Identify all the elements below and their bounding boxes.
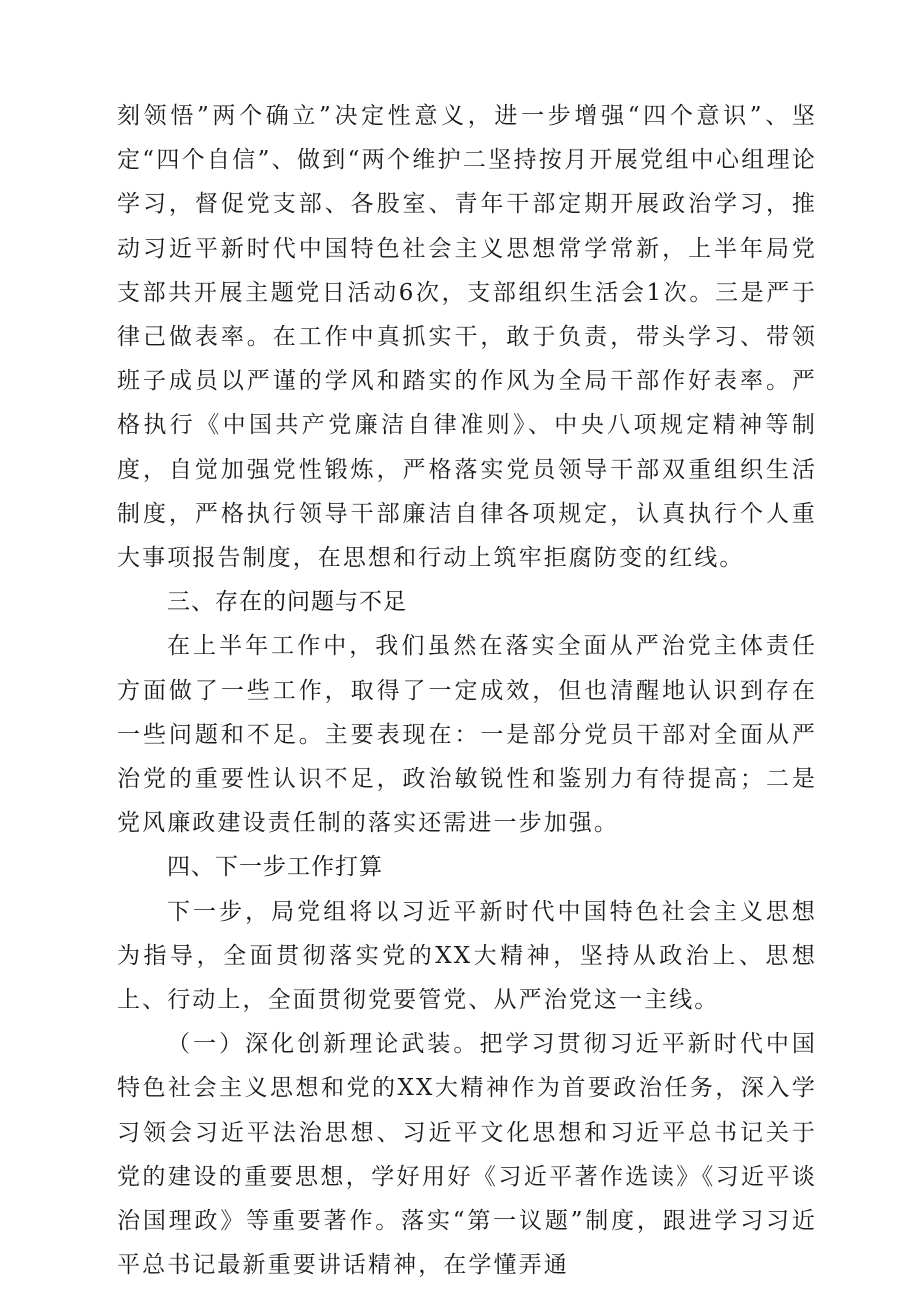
paragraph-next-steps-intro: 下一步，局党组将以习近平新时代中国特色社会主义思想为指导，全面贯彻落实党的XX大精神，坚持从政治上、思想上、行动上，全面贯彻党要管党、从严治党这一主线。 — [117, 898, 817, 1014]
paragraph-theory-armament: （一）深化创新理论武装。把学习贯彻习近平新时代中国特色社会主义思想和党的XX大精神作为首要政治任务，深入学习领会习近平法治思想、习近平文化思想和习近平总书记关于党的建设的重要思想，学好用好《习近平著作选读》《习近平谈治国理政》等重要著作。落实“第一议题”制度，跟进学习习近平总书记最新重要讲话精神，在学懂弄通 — [117, 1031, 817, 1279]
paragraph-continuation: 刻领悟”两个确立”决定性意义，进一步增强“四个意识”、坚定“四个自信”、做到“两个维护二坚持按月开展党组中心组理论学习，督促党支部、各股室、青年干部定期开展政治学习，推动习近平新时代中国特色社会主义思想常学常新，上半年局党支部共开展主题党日活动6次，支部组织生活会1次。三是严于律己做表率。在工作中真抓实干，敢于负责，带头学习、带领班子成员以严谨的学风和踏实的作风为全局干部作好表率。严格执行《中国共产党廉洁自律准则》、中央八项规定精神等制度，自觉加强党性锻炼，严格落实党员领导干部双重组织生活制度，严格执行领导干部廉洁自律各项规定，认真执行个人重大事项报告制度，在思想和行动上筑牢拒腐防变的红线。 — [117, 103, 817, 572]
document-body — [117, 94, 817, 1287]
section-heading-problems: 三、存在的问题与不足 — [167, 589, 407, 616]
paragraph-problems: 在上半年工作中，我们虽然在落实全面从严治党主体责任方面做了一些工作，取得了一定成效，但也清醒地认识到存在一些问题和不足。主要表现在：一是部分党员干部对全面从严治党的重要性认识不足，政治敏锐性和鉴别力有待提高；二是党风廉政建设责任制的落实还需进一步加强。 — [117, 633, 817, 837]
section-heading-next-steps: 四、下一步工作打算 — [167, 854, 383, 881]
